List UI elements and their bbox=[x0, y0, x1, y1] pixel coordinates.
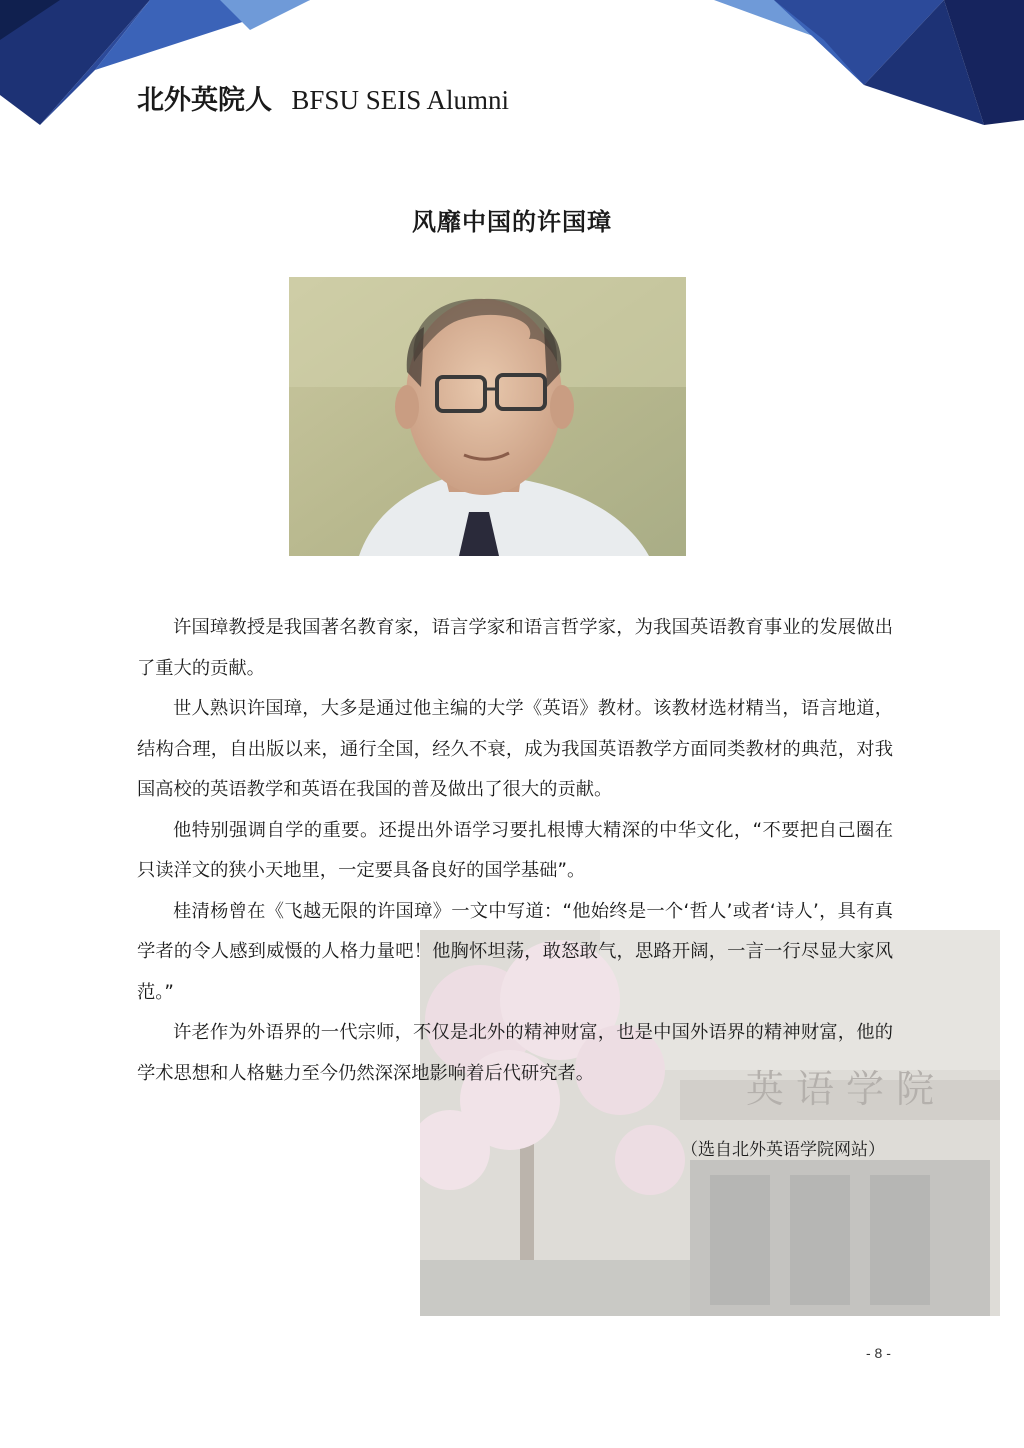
paragraph: 他特别强调自学的重要。还提出外语学习要扎根博大精深的中华文化，“不要把自己圈在只读洋文的狭小天地里，一定要具备良好的国学基础”。 bbox=[137, 819, 893, 881]
paragraph: 桂清杨曾在《飞越无限的许国璋》一文中写道：“他始终是一个‘哲人’或者‘诗人’，具有真学者的令人感到威慑的人格力量吧！他胸怀坦荡，敢怒敢气，思路开阔，一言一行尽显大家风范。” bbox=[137, 900, 893, 1003]
article-body bbox=[137, 608, 893, 1094]
header-chinese: 北外英院人 bbox=[137, 85, 272, 116]
publication-header bbox=[137, 78, 509, 117]
building-sign-text: 英 语 学 院 bbox=[745, 1067, 935, 1111]
corner-decoration-right bbox=[714, 0, 1024, 130]
paragraph: 许国璋教授是我国著名教育家，语言学家和语言哲学家，为我国英语教育事业的发展做出了重大的贡献。 bbox=[137, 617, 893, 679]
paragraph: 许老作为外语界的一代宗师，不仅是北外的精神财富，也是中国外语界的精神财富，他的学术思想和人格魅力至今仍然深深地影响着后代研究者。 bbox=[137, 1022, 893, 1084]
header-english: BFSU SEIS Alumni bbox=[291, 85, 509, 115]
portrait-photo bbox=[289, 277, 686, 556]
article-source: （选自北外英语学院网站） bbox=[681, 1140, 885, 1160]
page-number: - 8 - bbox=[866, 1345, 891, 1361]
article-title: 风靡中国的许国璋 bbox=[412, 208, 612, 236]
paragraph: 世人熟识许国璋，大多是通过他主编的大学《英语》教材。该教材选材精当，语言地道，结构合理，自出版以来，通行全国，经久不衰，成为我国英语教学方面同类教材的典范，对我国高校的英语教学和英语在我国的普及做出了很大的贡献。 bbox=[137, 698, 893, 800]
